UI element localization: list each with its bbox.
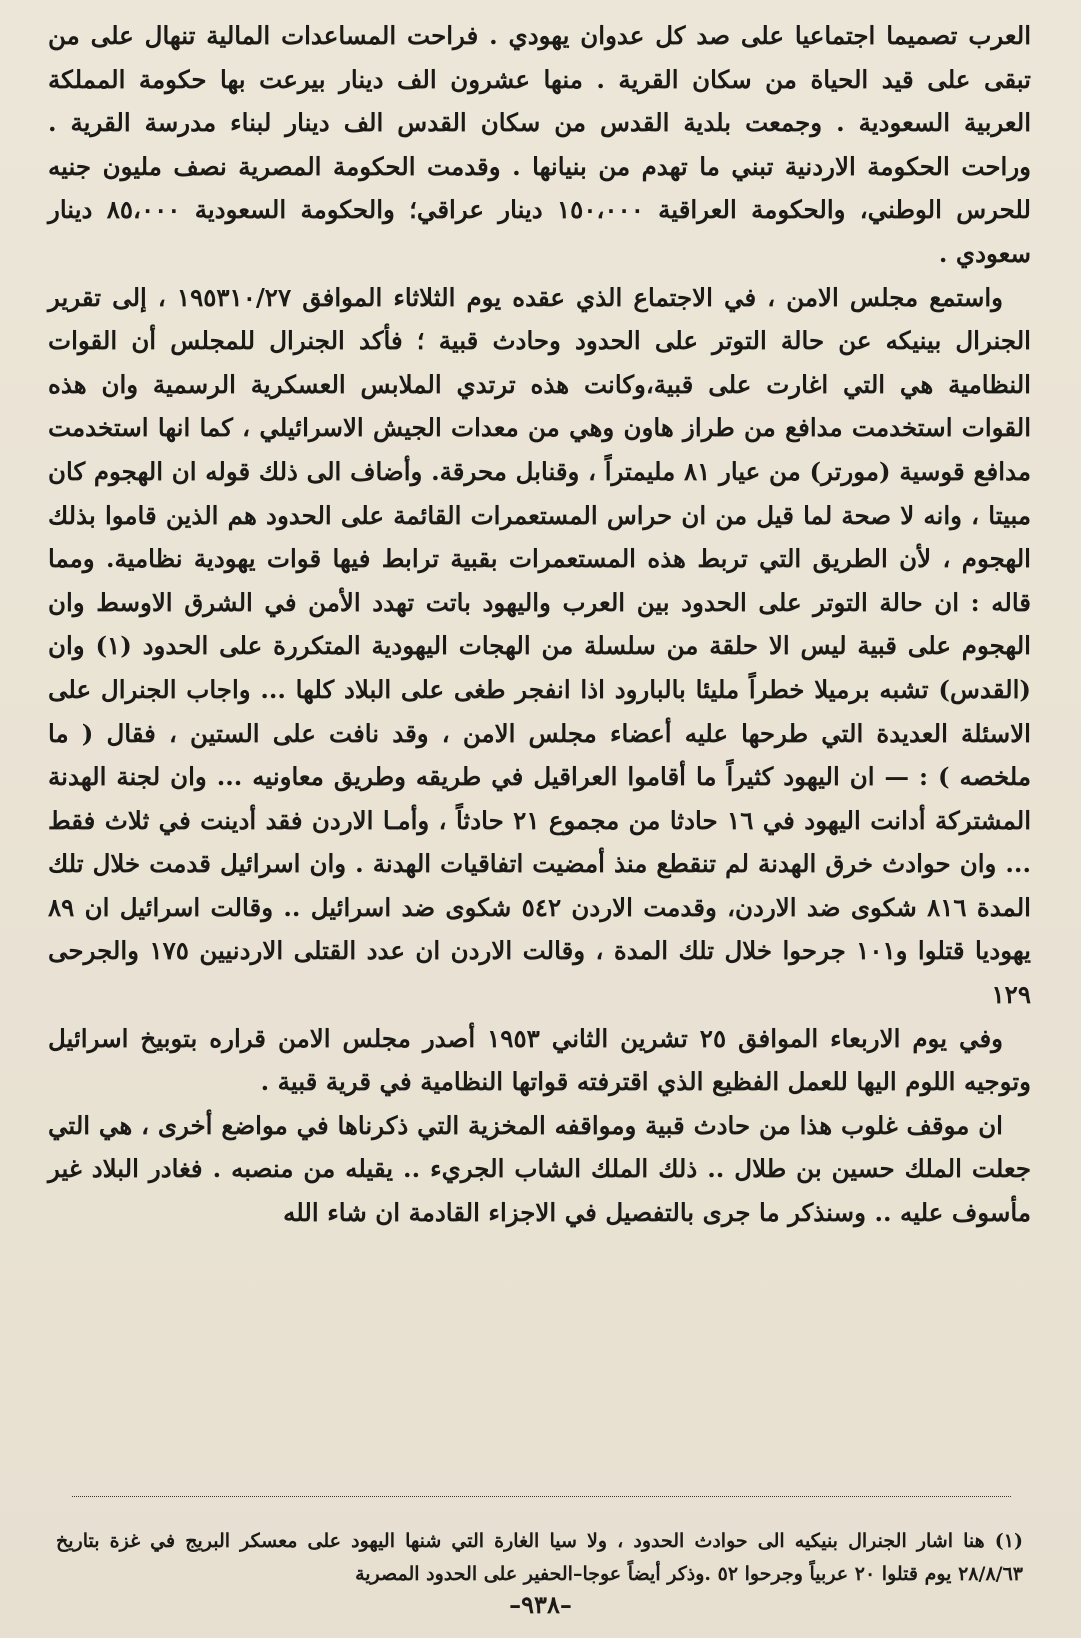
paragraph-glubb-dismissal: ان موقف غلوب هذا من حادث قبية ومواقفه المخزية التي ذكرناها في مواضع أخرى ، هي التي جعلت الملك حسين بن طلال .. ذلك الملك الشاب الجريء .. يقيله من منصبه . فغادر البلاد غير مأسوف عليه .. وسنذكر ما جرى بالتفصيل في الاجزاء القادمة ان شاء الله <box>48 1110 1031 1228</box>
paragraph-security-council-report: واستمع مجلس الامن ، في الاجتماع الذي عقده يوم الثلاثاء الموافق ١٩٥٣١٠/٢٧ ، إلى تقرير الجنرال بينيكه عن حالة التوتر على الحدود وحادث قبية ؛ فأكد الجنرال للمجلس أن القوات النظامية هي التي اغارت على قبية،وكانت هذه ترتدي الملابس العسكرية الرسمية وان هذه القوات استخدمت مدافع من طراز هاون وهي من معدات الجيش الاسرائيلي ، كما انها استخدمت مدافع قوسية (مورتر) من عيار ٨١ مليمتراً ، وقنابل محرقة. وأضاف الى ذلك قوله ان الهجوم كان مبيتا ، وانه لا صحة لما قيل من ان حراس المستعمرات القائمة على الحدود هم الذين قاموا بذلك الهجوم ، لأن الطريق التي تربط هذه المستعمرات بقبية ترابط فيها قوات يهودية نظامية. ومما قاله : ان حالة التوتر على الحدود بين العرب واليهود باتت تهدد الأمن في الشرق الاوسط وان الهجوم على قبية ليس الا حلقة من سلسلة من الهجات اليهودية المتكررة على الحدود (١) وان (القدس) تشبه برميلا خطراً مليئا بالبارود اذا انفجر طغى على البلاد كلها ... واجاب الجنرال على الاسئلة العديدة التي طرحها عليه أعضاء مجلس الامن ، وقد نافت على الستين ، فقال ( ما ملخصه ) : — ان اليهود كثيراً ما أقاموا العراقيل في طريقه وطريق معاونيه ... وان لجنة الهدنة المشتركة أدانت اليهود في ١٦ حادثا من مجموع ٢١ حادثاً ، وأمـا الاردن فقد أدينت في ثلاث فقط ... وان حوادث خرق الهدنة لم تنقطع منذ أمضيت اتفاقيات الهدنة . وان اسرائيل قدمت خلال تلك المدة ٨١٦ شكوى ضد الاردن، وقدمت الاردن ٥٤٢ شكوى ضد اسرائيل .. وقالت اسرائيل ان ٨٩ يهوديا قتلوا و١٠١ جرحوا خلال تلك المدة ، وقالت الاردن ان عدد القتلى الاردنيين ١٧٥ والجرحى ١٢٩ <box>48 282 1032 1010</box>
footnote: (١) هنا اشار الجنرال بنيكيه الى حوادث الحدود ، ولا سيا الغارة التي شنها اليهود على معسكر البريج في غزة بتاريخ ٢٨/٨/٦٣ يوم قتلوا ٢٠ عربياً وجرحوا ٥٢ .وذكر أيضاً عوجا–الحفير على الحدود المصرية <box>56 1530 1023 1585</box>
paragraph-aid-contributions: العرب تصميما اجتماعيا على صد كل عدوان يهودي . فراحت المساعدات المالية تنهال على من تبقى على قيد الحياة من سكان القرية . منها عشرون الف دينار بيرعت بها حكومة المملكة العربية السعودية . وجمعت بلدية القدس من سكان القدس الف دينار لبناء مدرسة القرية . وراحت الحكومة الاردنية تبني ما تهدم من بنيانها . وقدمت الحكومة المصرية نصف مليون جنيه للحرس الوطني، والحكومة العراقية ١٥٠،٠٠٠ دينار عراقي؛ والحكومة السعودية ٨٥،٠٠٠ دينار سعودي . <box>48 21 1032 268</box>
footnote-divider <box>72 1496 1011 1497</box>
page-number: –٩٣٨– <box>509 1590 572 1619</box>
paragraph-security-council-resolution: وفي يوم الاربعاء الموافق ٢٥ تشرين الثاني ١٩٥٣ أصدر مجلس الامن قراره بتوبيخ اسرائيل وتوجيه اللوم اليها للعمل الفظيع الذي اقترفته قواتها النظامية في قرية قبية . <box>48 1023 1031 1097</box>
main-text-block <box>48 14 1031 1235</box>
